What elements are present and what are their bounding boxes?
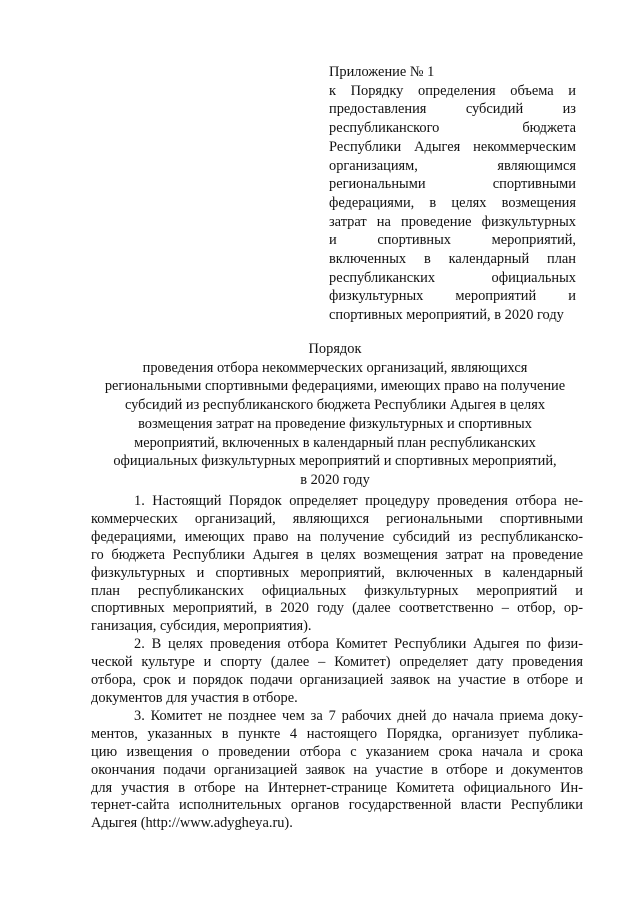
paragraph-line: окончания подачи организацией заявок на участие в отборе и документов: [91, 761, 583, 778]
title-line: проведения отбора некоммерческих организаций, являющихся: [142, 359, 528, 376]
paragraph-2: [91, 636, 583, 708]
paragraph-line: отбора, срок и порядок подачи организацией заявок на участие в отборе и: [91, 672, 583, 689]
appendix-line: к Порядку определения объема и: [329, 82, 576, 99]
paragraph-line: 2. В целях проведения отбора Комитет Республики Адыгея по физи-: [134, 636, 583, 653]
appendix-line: физкультурных мероприятий и: [329, 288, 576, 305]
paragraph-line: план республиканских официальных физкультурных мероприятий и: [91, 582, 583, 599]
paragraph-line: 3. Комитет не позднее чем за 7 рабочих дней до начала приема доку-: [134, 707, 583, 724]
paragraph-line: для участия в отборе на Интернет-странице Комитета официального Ин-: [91, 779, 583, 796]
title-line: возмещения затрат на проведение физкультурных и спортивных: [138, 415, 532, 432]
paragraph-line: ментов, указанных в пункте 4 настоящего Порядка, организует публика-: [91, 725, 583, 742]
appendix-line: включенных в календарный план: [329, 251, 576, 268]
paragraph-line: физкультурных и спортивных мероприятий, включенных в календарный: [91, 564, 583, 581]
title-line: региональными спортивными федерациями, имеющих право на получение: [104, 378, 566, 395]
document-title: [85, 340, 585, 490]
appendix-title: Приложение № 1: [329, 64, 435, 80]
paragraph-line: тернет-сайта исполнительных органов государственной власти Республики: [91, 797, 583, 814]
paragraph-line: цию извещения о проведении отбора с указанием срока начала и срока: [91, 743, 583, 760]
paragraph-1: [91, 493, 583, 636]
paragraph-3: [91, 708, 583, 833]
paragraph-line: документов для участия в отборе.: [91, 689, 298, 706]
paragraph-line: спортивных мероприятий, в 2020 году (далее соответственно – отбор, ор-: [91, 600, 583, 617]
appendix-block: [329, 63, 576, 325]
title-heading: Порядок: [308, 341, 362, 357]
appendix-line: затрат на проведение физкультурных: [329, 213, 576, 230]
paragraph-line: федерациями, имеющих право на получение субсидий из республиканско-: [91, 528, 583, 545]
title-line: официальных физкультурных мероприятий и спортивных мероприятий,: [113, 453, 557, 470]
appendix-line: республиканского бюджета: [329, 120, 576, 137]
appendix-line: региональными спортивными: [329, 176, 576, 193]
appendix-line: предоставления субсидий из: [329, 101, 576, 118]
paragraph-line: ческой культуре и спорту (далее – Комитет) определяет дату проведения: [91, 654, 583, 671]
paragraph-line: го бюджета Республики Адыгея в целях возмещения затрат на проведение: [91, 546, 583, 563]
paragraph-line: ганизация, субсидия, мероприятия).: [91, 618, 312, 635]
paragraph-line: Адыгея (http://www.adygheya.ru).: [91, 815, 293, 832]
appendix-line: организациям, являющимся: [329, 157, 576, 174]
appendix-line: спортивных мероприятий, в 2020 году: [329, 307, 564, 324]
document-body: [91, 493, 583, 833]
appendix-line: республиканских официальных: [329, 269, 576, 286]
appendix-line: и спортивных мероприятий,: [329, 232, 576, 249]
title-line: субсидий из республиканского бюджета Республики Адыгея в целях: [124, 397, 546, 414]
title-line: мероприятий, включенных в календарный план республиканских: [134, 434, 536, 451]
title-line: в 2020 году: [300, 471, 370, 488]
appendix-line: федерациями, в целях возмещения: [329, 194, 576, 211]
appendix-line: Республики Адыгея некоммерческим: [329, 138, 576, 155]
paragraph-line: коммерческих организаций, являющихся региональными спортивными: [91, 510, 583, 527]
paragraph-line: 1. Настоящий Порядок определяет процедуру проведения отбора не-: [134, 493, 583, 509]
